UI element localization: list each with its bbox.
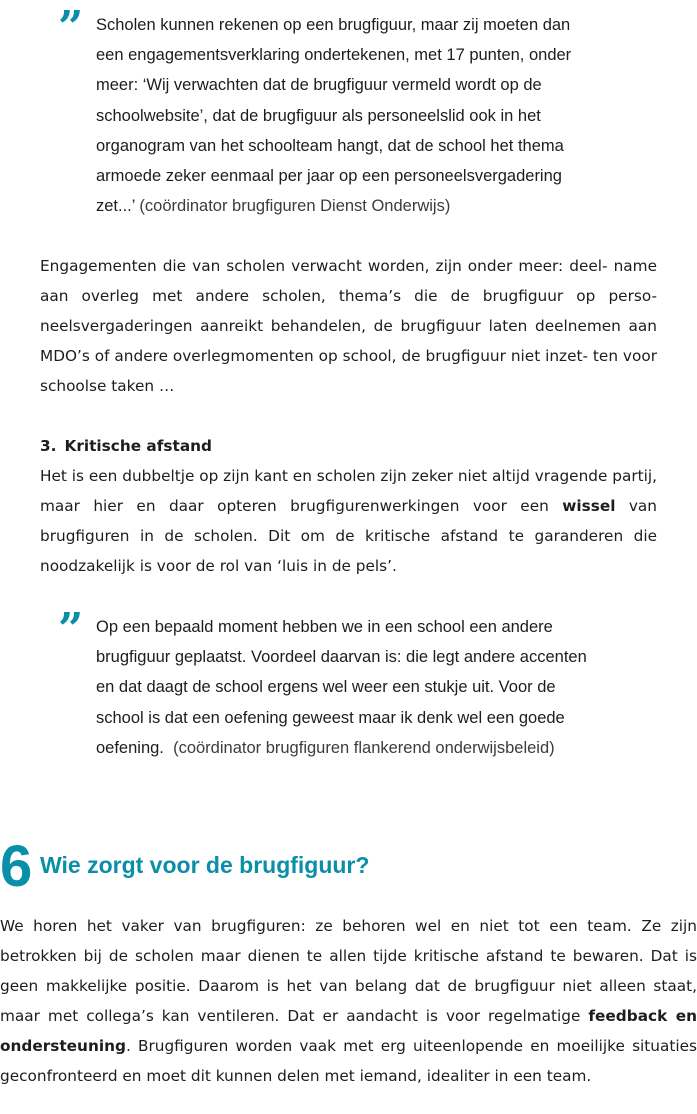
chapter-title: Wie zorgt voor de brugfiguur? — [40, 852, 370, 878]
section-paragraph — [40, 462, 657, 582]
emphasis-text: feedback en ondersteuning — [0, 1006, 697, 1055]
paragraph-text: van brugfiguren in de scholen. Dit om de kritische afstand te garanderen die noodzakelijk is voor de rol van ‘luis in de pels’. — [40, 496, 657, 575]
quote-source: (coördinator brugfiguren Dienst Onderwijs) — [139, 197, 451, 216]
quote-line: en dat daagt de school ergens wel weer een stukje uit. Voor de — [96, 678, 556, 697]
quote-line: school is dat een oefening geweest maar ik denk wel een goede — [96, 708, 565, 727]
quote-line: Op een bepaald moment hebben we in een school een andere — [96, 618, 553, 636]
chapter-heading — [0, 834, 697, 899]
quote-line: schoolwebsite’, dat de brugfiguur als personeelslid ook in het — [96, 106, 541, 125]
paragraph-text-block — [0, 912, 697, 1091]
emphasis-text: wissel — [562, 496, 616, 515]
quote-line-last — [96, 191, 658, 221]
quote-block-2 — [58, 604, 658, 763]
quote-mark-icon: ” — [58, 2, 80, 53]
section-title: Kritische afstand — [64, 437, 212, 455]
chapter-paragraph — [0, 912, 697, 1091]
paragraph-text: Engagementen die van scholen verwacht worden, zijn onder meer: deel- name aan overleg met andere scholen, thema’s die de brugfiguur op perso- neelsvergaderingen aanreikt behandelen, de brugfiguur laten deelnemen aan MDO’s of andere overlegmomenten op school, de brugfiguur niet inzet- ten voor schoolse taken … — [40, 257, 657, 395]
quote-line: brugfiguur geplaatst. Voordeel daarvan is: die legt andere accenten — [96, 648, 587, 667]
quote-line: organogram van het schoolteam hangt, dat de school het thema — [96, 136, 564, 155]
quote-source: (coördinator brugfiguren flankerend onderwijsbeleid) — [173, 738, 555, 757]
section-number: 3. — [40, 437, 57, 455]
quote-line-last — [96, 733, 658, 763]
quote-line: Scholen kunnen rekenen op een brugfiguur, maar zij moeten dan — [96, 16, 571, 34]
section-heading — [40, 432, 657, 462]
chapter-number: 6 — [0, 834, 33, 899]
paragraph-text: We horen het vaker van brugfiguren: ze behoren wel en niet tot een team. Ze zijn betrokken bij de scholen maar dienen te allen tijde kritische afstand te bewaren. Dat is geen makkelijke positie. Daarom is het van belang dat de brugfiguur niet alleen staat, maar met collega’s kan ventileren. Dat er aandacht is voor regelmatige — [0, 917, 697, 1025]
quote-mark-icon: ” — [58, 604, 80, 655]
quote-line: een engagementsverklaring ondertekenen, met 17 punten, onder — [96, 46, 572, 65]
quote-text-1 — [96, 10, 658, 221]
quote-line: meer: ‘Wij verwachten dat de brugfiguur vermeld wordt op de — [96, 76, 542, 95]
quote-line: oefening. — [96, 738, 164, 757]
section-kritische-afstand — [40, 432, 657, 582]
quote-block-1 — [58, 2, 658, 221]
quote-line: zet...’ — [96, 197, 135, 216]
paragraph-text: Het is een dubbeltje op zijn kant en scholen zijn zeker niet altijd vragende partij, maar hier en daar opteren brugfigurenwerkingen voor een — [40, 466, 657, 515]
engagement-paragraph — [40, 252, 657, 402]
quote-line: armoede zeker eenmaal per jaar op een personeelsvergadering — [96, 167, 562, 186]
quote-text-2 — [96, 612, 658, 763]
paragraph-text: . Brugfiguren worden vaak met erg uiteenlopende en moeilijke situaties geconfronteerd en moet dit kunnen delen met iemand, idealiter in een team. — [0, 1036, 697, 1085]
